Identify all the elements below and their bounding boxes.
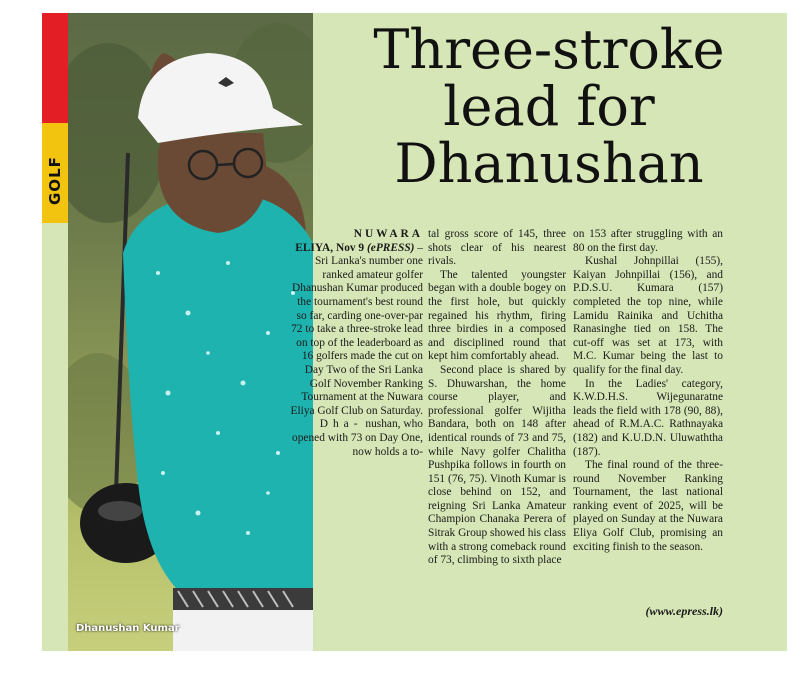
article-paragraph: The final round of the three-round November Ranking Tournament, the last national ranking event of 2025, will be played on Sunday at the Nuwara Eliya Golf Club, promising an exciting finish to the season. — [573, 459, 723, 553]
source-credit-link[interactable]: (www.epress.lk) — [645, 604, 723, 618]
dateline-city: NUWARA — [353, 228, 423, 240]
section-tag: GOLF — [46, 156, 64, 205]
article-paragraph: Kushal Johnpillai (155), Kaiyan Johnpillai (156), and P.D.S.U. Kumara (157) completed the top nine, while Lamidu Rainika and Uchitha Ranasinghe tied on 158. The cut-off was set at 173, with M.C. Kumar being the last to qualify for the final day. — [573, 255, 723, 376]
article-paragraph: Second place is shared by S. Dhuwarshan, the home course player, and professional golfer Wijitha Bandara, both on 148 after identical rounds of 73 and 75, while Navy golfer Chalitha Pushpika follows in fourth on 151 (76, 75). Vinoth Kumar is close behind on 152, and reigning Sri Lanka Amateur Champion Chanaka Perera of Sitrak Group showed his class with a strong comeback round of 73, climbing to sixth place — [428, 363, 566, 567]
golfer-photo — [68, 13, 313, 651]
golf-player-icon — [68, 13, 313, 651]
article-column-2 — [428, 228, 566, 568]
article-headline: Three-stroke lead for Dhanushan — [373, 18, 725, 195]
article-paragraph: In the Ladies' category, K.W.D.H.S. Wijegunaratne leads the field with 178 (90, 88), ahead of R.M.A.C. Rathnayaka (182) and K.U.D.N. Uluwaththa (187). — [573, 377, 723, 458]
photo-caption: Dhanushan Kumar — [76, 623, 180, 634]
article-intro-text: – Sri Lanka's number one ranked amateur golfer Dhanushan Kumar produced the tournament's best round so far, carding one-over-par 72 to take a three-stroke lead on top of the leaderboard as 16 golfers made the cut on Day Two of the Sri Lanka Golf November Ranking Tournament at the Nuwara Eliya Golf Club on Saturday. — [290, 241, 423, 417]
article-paragraph: The talented youngster began with a double bogey on the first hole, but quickly regained his rhythm, firing three birdies in a composed and disciplined round that kept him comfortably ahead. — [428, 268, 566, 363]
article-column-1 — [285, 228, 423, 459]
article-paragraph: tal gross score of 145, three shots clear of his nearest rivals. — [428, 228, 566, 268]
section-strip-red — [42, 13, 68, 123]
dateline-date: ELIYA, Nov 9 — [295, 241, 365, 254]
paragraph-lead: Dha- — [319, 418, 363, 431]
dateline-agency: (ePRESS) — [366, 241, 415, 254]
article-paragraph: on 153 after struggling with an 80 on the first day. — [573, 228, 723, 254]
article-column-3 — [573, 228, 723, 554]
article-paragraph: nushan, who opened with 73 on Day One, now holds a to- — [292, 418, 423, 458]
